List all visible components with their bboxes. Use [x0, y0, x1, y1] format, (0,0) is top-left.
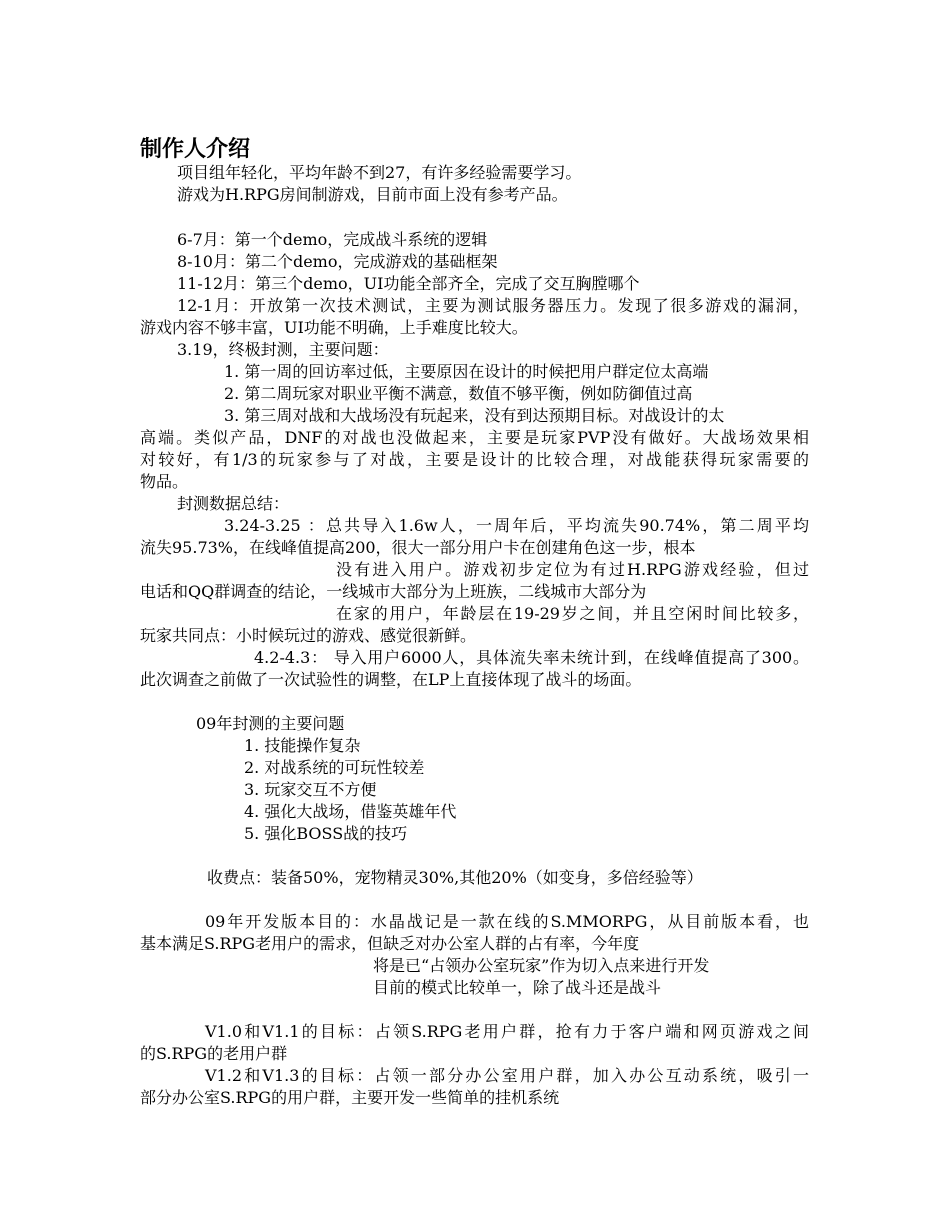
final-test-item: 2. 第二周玩家对职业平衡不满意，数值不够平衡，例如防御值过高 [224, 384, 693, 403]
intro-line-2: 游戏为H.RPG房间制游戏，目前市面上没有参考产品。 [177, 185, 568, 204]
issues-09-heading: 09年封测的主要问题 [196, 714, 345, 733]
timeline-item: 6-7月：第一个demo，完成战斗系统的逻辑 [177, 230, 488, 249]
tech-test-line-2: 游戏内容不够丰富，UI功能不明确，上手难度比较大。 [140, 318, 528, 337]
issues-09-item: 1. 技能操作复杂 [244, 736, 361, 755]
final-test-item3-cont: 对较好，有1/3的玩家参与了对战，主要是设计的比较合理，对战能获得玩家需要的 [140, 450, 809, 469]
data-summary-line: 此次调查之前做了一次试验性的调整，在LP上直接体现了战斗的场面。 [140, 670, 642, 689]
purpose-line: 将是已“占领办公室玩家”作为切入点来进行开发 [373, 956, 710, 975]
data-summary-line: 没有进入用户。游戏初步定位为有过H.RPG游戏经验，但过 [336, 560, 809, 579]
timeline-item: 11-12月：第三个demo，UI功能全部齐全，完成了交互胸膛哪个 [177, 274, 640, 293]
data-summary-line: 在家的用户，年龄层在19-29岁之间，并且空闲时间比较多， [336, 604, 809, 623]
final-test-item3-cont: 物品。 [140, 472, 189, 491]
version-goal-line: V1.0和V1.1的目标：占领S.RPG老用户群，抢有力于客户端和网页游戏之间 [205, 1022, 809, 1041]
data-summary-heading: 封测数据总结： [177, 494, 290, 513]
purpose-line: 基本满足S.RPG老用户的需求，但缺乏对办公室人群的占有率，今年度 [140, 934, 640, 953]
data-summary-line: 3.24-3.25 ：总共导入1.6w人，一周年后，平均流失90.74%，第二周平均 [224, 516, 809, 535]
issues-09-item: 2. 对战系统的可玩性较差 [244, 758, 425, 777]
issues-09-item: 3. 玩家交互不方便 [244, 780, 377, 799]
final-test-item: 3. 第三周对战和大战场没有玩起来，没有到达预期目标。对战设计的太 [224, 406, 725, 425]
version-goal-line: 的S.RPG的老用户群 [140, 1044, 288, 1063]
tech-test-line-1: 12-1月：开放第一次技术测试，主要为测试服务器压力。发现了很多游戏的漏洞， [177, 296, 809, 315]
final-test-heading: 3.19，终极封测，主要问题： [177, 340, 389, 359]
version-goal-line: 部分办公室S.RPG的用户群，主要开发一些简单的挂机系统 [140, 1088, 560, 1107]
data-summary-line: 4.2-4.3： 导入用户6000人，具体流失率未统计到，在线峰值提高了300。 [254, 648, 809, 667]
data-summary-line: 玩家共同点：小时候玩过的游戏、感觉很新鲜。 [140, 626, 477, 645]
issues-09-item: 4. 强化大战场，借鉴英雄年代 [244, 802, 457, 821]
final-test-item3-cont: 高端。类似产品，DNF的对战也没做起来，主要是玩家PVP没有做好。大战场效果相 [140, 428, 809, 447]
data-summary-line: 流失95.73%，在线峰值提高200，很大一部分用户卡在创建角色这一步，根本 [140, 538, 696, 557]
data-summary-line: 电话和QQ群调查的结论，一线城市大部分为上班族，二线城市大部分为 [140, 582, 647, 601]
page-title: 制作人介绍 [140, 137, 251, 162]
purpose-line: 09年开发版本目的：水晶战记是一款在线的S.MMORPG，从目前版本看，也 [205, 912, 809, 931]
charging-points: 收费点：装备50%，宠物精灵30%,其他20%（如变身，多倍经验等） [207, 868, 703, 887]
intro-line-1: 项目组年轻化，平均年龄不到27，有许多经验需要学习。 [177, 163, 582, 182]
purpose-line: 目前的模式比较单一，除了战斗还是战斗 [373, 978, 662, 997]
issues-09-item: 5. 强化BOSS战的技巧 [244, 824, 408, 843]
timeline-item: 8-10月：第二个demo，完成游戏的基础框架 [177, 252, 498, 271]
version-goal-line: V1.2和V1.3的目标：占领一部分办公室用户群，加入办公互动系统，吸引一 [205, 1066, 809, 1085]
final-test-item: 1. 第一周的回访率过低，主要原因在设计的时候把用户群定位太高端 [224, 362, 709, 381]
